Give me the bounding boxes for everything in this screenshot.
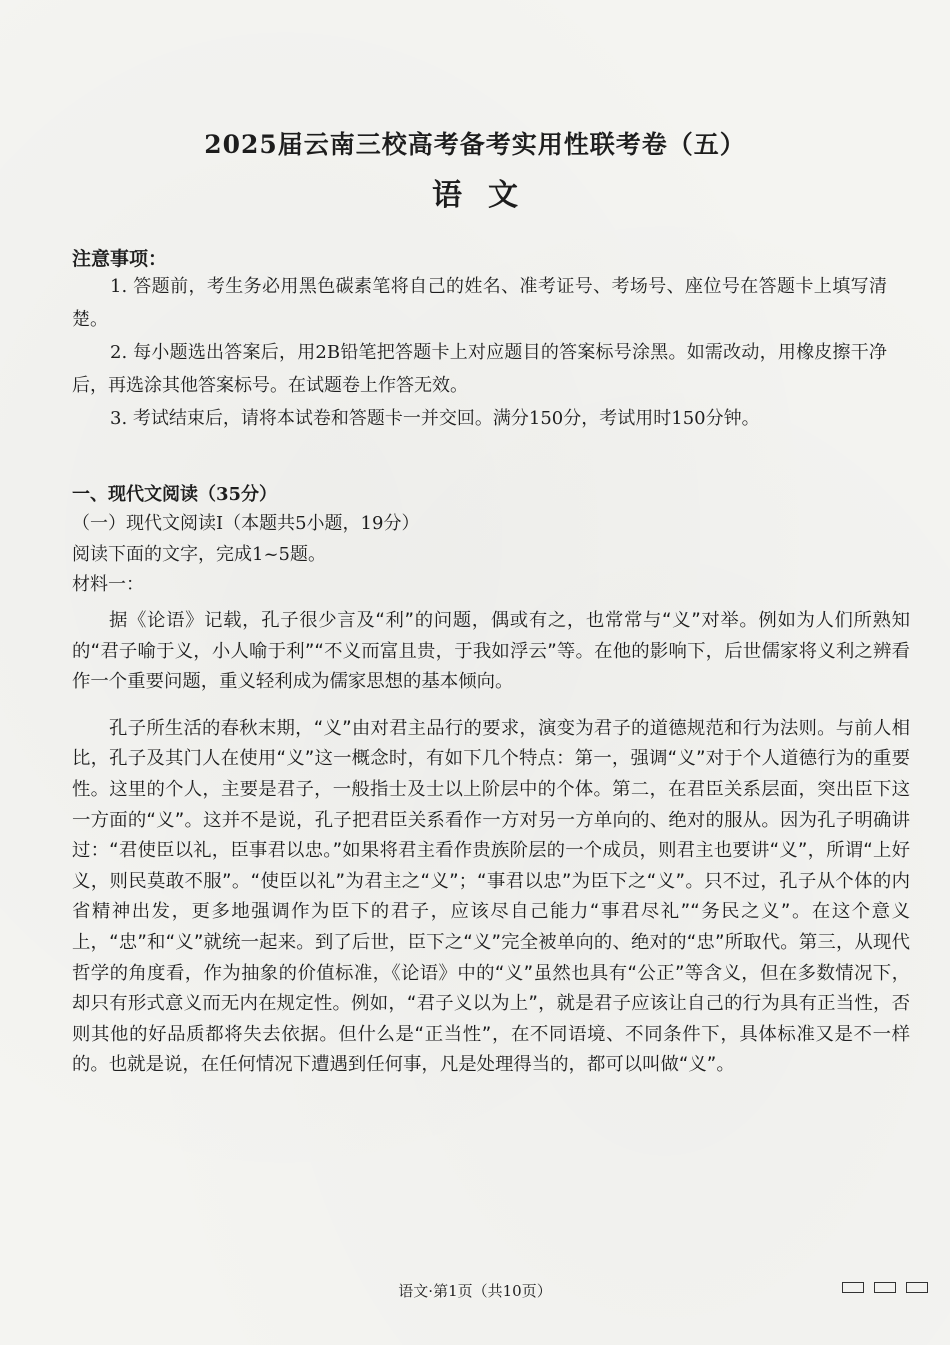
passage-paragraph: 据《论语》记载，孔子很少言及“利”的问题，偶或有之，也常常与“义”对举。例如为人们所熟知的“君子喻于义，小人喻于利”“不义而富且贵，于我如浮云”等。在他的影响下，后世儒家将义利之辨看作一个重要问题，重义轻利成为儒家思想的基本倾向。: [72, 610, 910, 693]
note-item: 2. 每小题选出答案后，用2B铅笔把答题卡上对应题目的答案标号涂黑。如需改动，用橡皮擦干净后，再选涂其他答案标号。在试题卷上作答无效。: [72, 342, 887, 396]
exam-title: 2025届云南三校高考备考实用性联考卷（五）: [204, 130, 746, 159]
page-marker-boxes: [842, 1282, 928, 1293]
section-subtitle: （一）现代文阅读Ⅰ（本题共5小题，19分）: [72, 513, 420, 534]
passage-paragraph: 孔子所生活的春秋末期，“义”由对君主品行的要求，演变为君子的道德规范和行为法则。与前人相比，孔子及其门人在使用“义”这一概念时，有如下几个特点：第一，强调“义”对于个人道德行为的重要性。这里的个人，主要是君子，一般指士及士以上阶层中的个体。第二，在君臣关系层面，突出臣下这一方面的“义”。这并不是说，孔子把君臣关系看作一方对另一方单向的、绝对的服从。因为孔子明确讲过：“君使臣以礼，臣事君以忠。”如果将君主看作贵族阶层的一个成员，则君主也要讲“义”，所谓“上好义，则民莫敢不服”。“使臣以礼”为君主之“义”；“事君以忠”为臣下之“义”。只不过，孔子从个体的内省精神出发，更多地强调作为臣下的君子，应该尽自己能力“事君尽礼”“务民之义”。在这个意义上，“忠”和“义”就统一起来。到了后世，臣下之“义”完全被单向的、绝对的“忠”所取代。第三，从现代哲学的角度看，作为抽象的价值标准，《论语》中的“义”虽然也具有“公正”等含义，但在多数情况下，却只有形式意义而无内在规定性。例如，“君子义以为上”，就是君子应该让自己的行为具有正当性，否则其他的好品质都将失去依据。但什么是“正当性”，在不同语境、不同条件下，具体标准又是不一样的。也就是说，在任何情况下遭遇到任何事，凡是处理得当的，都可以叫做“义”。: [72, 717, 910, 1076]
section-title: 一、现代文阅读（35分）: [72, 484, 278, 505]
note-item: 1. 答题前，考生务必用黑色碳素笔将自己的姓名、准考证号、考场号、座位号在答题卡上填写清楚。: [72, 276, 887, 330]
marker-box-icon: [906, 1282, 928, 1293]
section-instruction: 阅读下面的文字，完成1~5题。: [72, 544, 326, 565]
page-footer: 语文·第1页（共10页）: [398, 1282, 552, 1300]
subject-title: 语文: [432, 178, 544, 213]
note-item: 3. 考试结束后，请将本试卷和答题卡一并交回。满分150分，考试用时150分钟。: [110, 408, 760, 429]
notes-list: [72, 270, 887, 435]
marker-box-icon: [842, 1282, 864, 1293]
material-label: 材料一：: [72, 574, 144, 595]
passage: [72, 606, 910, 1097]
marker-box-icon: [874, 1282, 896, 1293]
notes-heading: 注意事项：: [72, 248, 168, 270]
